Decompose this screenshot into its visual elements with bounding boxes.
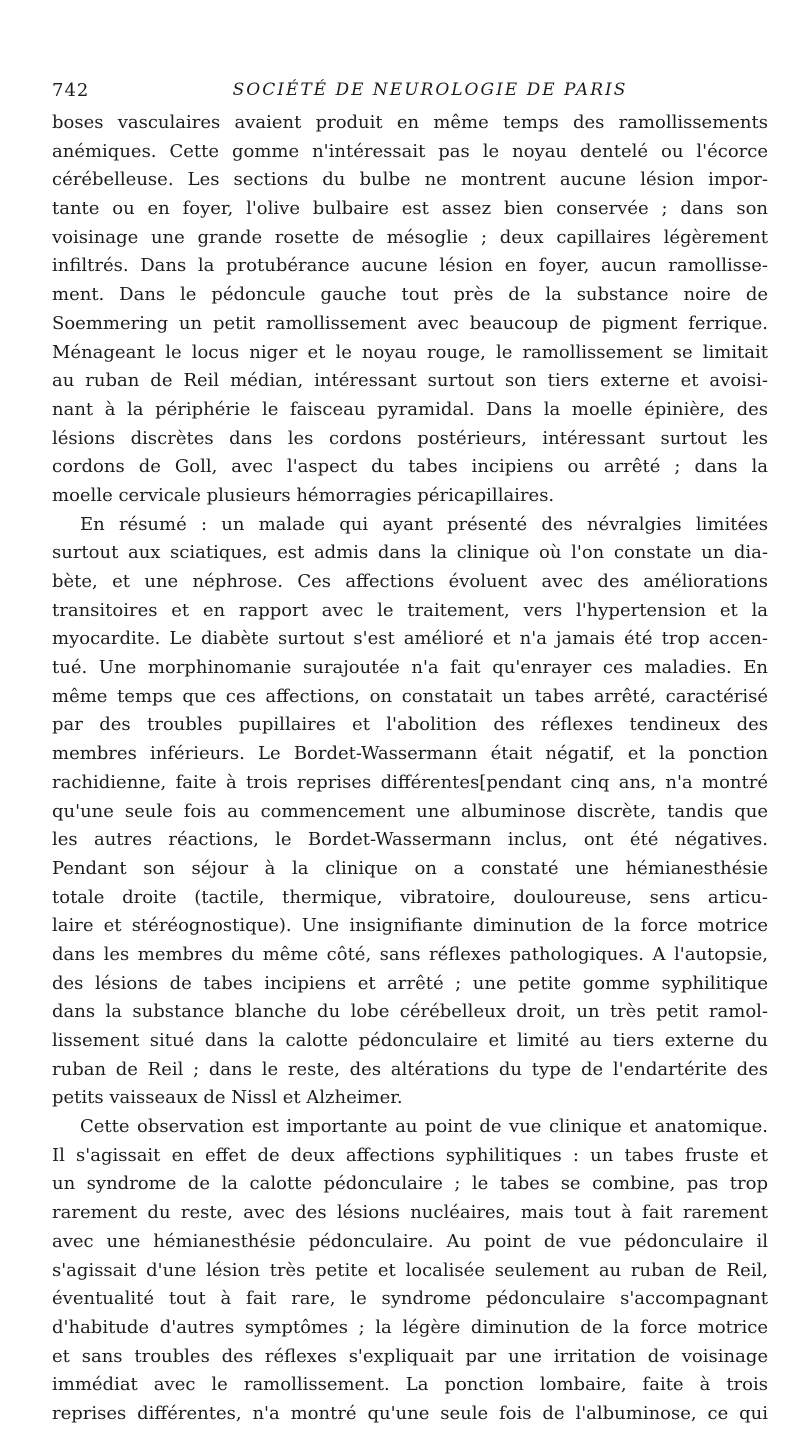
body-text [52, 109, 768, 1429]
text-line: qu'une seule fois au commencement une albuminose discrète, tandis que [52, 800, 768, 822]
text-line: et sans troubles des réflexes s'expliquait par une irritation de voisinage [52, 1345, 768, 1367]
text-line: d'habitude d'autres symptômes ; la légère diminution de la force motrice [52, 1316, 768, 1338]
text-line: éventualité tout à fait rare, le syndrome pédonculaire s'accompagnant [52, 1288, 768, 1310]
text-line: reprises différentes, n'a montré qu'une seule fois de l'albuminose, ce qui [52, 1402, 768, 1424]
text-line: ment. Dans le pédoncule gauche tout près de la substance noire de [52, 284, 768, 306]
page-header [52, 80, 768, 106]
text-line: Ménageant le locus niger et le noyau rouge, le ramollissement se limitait [52, 341, 768, 363]
text-line: petits vaisseaux de Nissl et Alzheimer. [52, 1087, 403, 1109]
text-line: moelle cervicale plusieurs hémorragies péricapillaires. [52, 484, 555, 506]
text-line: avec une hémianesthésie pédonculaire. Au point de vue pédonculaire il [52, 1230, 768, 1252]
text-line: bète, et une néphrose. Ces affections évoluent avec des améliorations [52, 571, 768, 592]
text-line: En résumé : un malade qui ayant présenté des névralgies limitées [80, 513, 768, 535]
text-line: Pendant son séjour à la clinique on a constaté une hémianesthésie [52, 857, 768, 879]
text-line: Cette observation est importante au point de vue clinique et anatomique. [80, 1116, 768, 1138]
text-line: immédiat avec le ramollissement. La ponction lombaire, faite à trois [52, 1374, 768, 1396]
text-line: rachidienne, faite à trois reprises différentes[pendant cinq ans, n'a montré [52, 771, 768, 793]
text-line: Soemmering un petit ramollissement avec beaucoup de pigment ferrique. [52, 312, 768, 334]
text-line: totale droite (tactile, thermique, vibratoire, douloureuse, sens articu- [52, 886, 768, 908]
page-number: 742 [52, 80, 90, 101]
text-line: même temps que ces affections, on constatait un tabes arrêté, caractérisé [52, 685, 768, 707]
text-line: un syndrome de la calotte pédonculaire ; le tabes se combine, pas trop [52, 1173, 768, 1195]
text-line: membres inférieurs. Le Bordet-Wassermann était négatif, et la ponction [52, 743, 768, 765]
text-line: surtout aux sciatiques, est admis dans la clinique où l'on constate un dia- [52, 542, 768, 564]
text-line: anémiques. Cette gomme n'intéressait pas le noyau dentelé ou l'écorce [52, 140, 768, 162]
paragraph-continuation [52, 109, 768, 511]
paragraph-summary [52, 511, 768, 1113]
running-title: SOCIÉTÉ DE NEUROLOGIE DE PARIS [232, 80, 628, 100]
text-line: rarement du reste, avec des lésions nucléaires, mais tout à fait rarement [52, 1202, 768, 1224]
text-line: tué. Une morphinomanie surajoutée n'a fait qu'enrayer ces maladies. En [52, 657, 768, 679]
text-line: des lésions de tabes incipiens et arrêté ; une petite gomme syphilitique [52, 972, 768, 994]
text-line: myocardite. Le diabète surtout s'est amélioré et n'a jamais été trop accen- [52, 628, 768, 650]
text-line: lissement situé dans la calotte pédonculaire et limité au tiers externe du [52, 1030, 768, 1051]
text-line: voisinage une grande rosette de mésoglie ; deux capillaires légèrement [52, 226, 768, 248]
text-line: laire et stéréognostique). Une insignifiante diminution de la force motrice [52, 915, 768, 937]
text-line: infiltrés. Dans la protubérance aucune lésion en foyer, aucun ramollisse- [52, 255, 768, 277]
text-line: boses vasculaires avaient produit en même temps des ramollissements [52, 112, 768, 133]
text-line: s'agissait d'une lésion très petite et localisée seulement au ruban de Reil, [52, 1259, 768, 1281]
text-line: cordons de Goll, avec l'aspect du tabes incipiens ou arrêté ; dans la [52, 456, 768, 478]
text-line: nant à la périphérie le faisceau pyramidal. Dans la moelle épinière, des [52, 398, 768, 420]
text-line: les autres réactions, le Bordet-Wassermann inclus, ont été négatives. [52, 829, 768, 851]
text-line: dans la substance blanche du lobe cérébelleux droit, un très petit ramol- [52, 1001, 768, 1023]
paragraph-discussion [52, 1113, 768, 1429]
text-line: Il s'agissait en effet de deux affections syphilitiques : un tabes fruste et [52, 1144, 768, 1166]
text-line: ruban de Reil ; dans le reste, des altérations du type de l'endartérite des [52, 1058, 768, 1080]
text-line: au ruban de Reil médian, intéressant surtout son tiers externe et avoisi- [52, 370, 768, 392]
text-line: dans les membres du même côté, sans réflexes pathologiques. A l'autopsie, [52, 943, 768, 965]
text-line: lésions discrètes dans les cordons postérieurs, intéressant surtout les [52, 427, 768, 449]
text-line: par des troubles pupillaires et l'abolition des réflexes tendineux des [52, 714, 768, 736]
text-line: transitoires et en rapport avec le traitement, vers l'hypertension et la [52, 599, 768, 621]
text-line: cérébelleuse. Les sections du bulbe ne montrent aucune lésion impor- [52, 169, 768, 191]
text-line: tante ou en foyer, l'olive bulbaire est assez bien conservée ; dans son [52, 198, 768, 220]
